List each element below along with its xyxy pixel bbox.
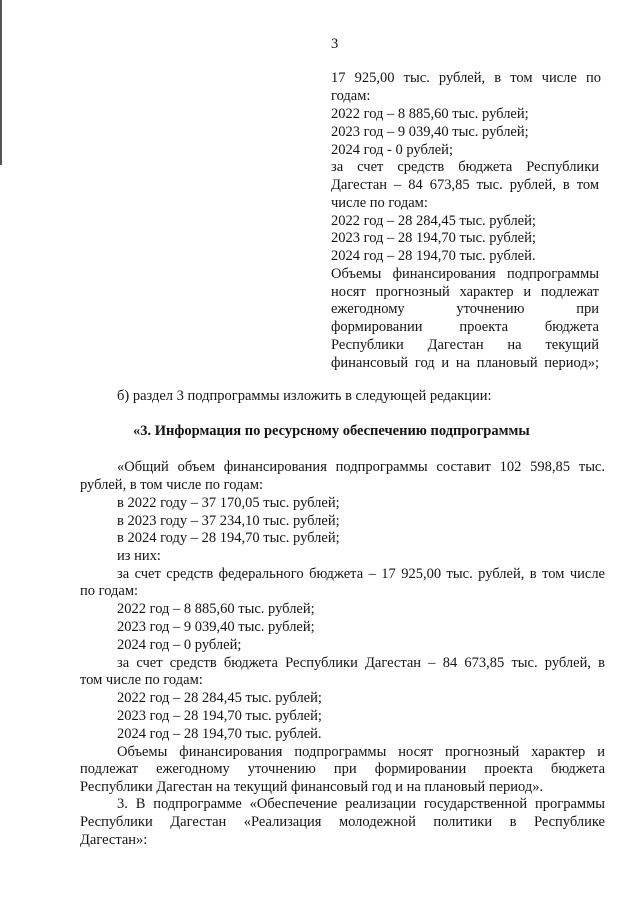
text-line: числе по годам:: [331, 195, 428, 211]
text-line: 2023 год – 9 039,40 тыс. рублей;: [117, 619, 315, 635]
text-line: Республики Дагестан «Реализация молодежной политики в Республике: [80, 814, 605, 830]
text-line: 2023 год – 28 194,70 тыс. рублей;: [117, 708, 322, 724]
text-line: 3. В подпрограмме «Обеспечение реализации государственной программы: [117, 796, 605, 812]
text-line: в 2023 году – 37 234,10 тыс. рублей;: [117, 513, 340, 529]
text-line: за счет средств бюджета Республики: [331, 159, 599, 175]
instruction-b: б) раздел 3 подпрограммы изложить в следующей редакции:: [117, 388, 492, 404]
text-line: рублей, в том числе по годам:: [80, 477, 264, 493]
text-line: «Общий объем финансирования подпрограммы составит 102 598,85 тыс.: [117, 459, 605, 475]
text-line: 2022 год – 28 284,45 тыс. рублей;: [331, 213, 536, 229]
text-line: том числе по годам:: [80, 672, 203, 688]
text-line: 2024 год – 28 194,70 тыс. рублей.: [117, 726, 322, 742]
text-line: 2024 год – 0 рублей;: [117, 637, 242, 653]
text-line: 2024 год – 28 194,70 тыс. рублей.: [331, 248, 536, 264]
text-line: в 2024 году – 28 194,70 тыс. рублей;: [117, 530, 340, 546]
scan-margin-mark: [0, 0, 2, 165]
text-line: формировании проекта бюджета: [331, 319, 599, 335]
text-line: в 2022 году – 37 170,05 тыс. рублей;: [117, 495, 340, 511]
text-line: 2024 год - 0 рублей;: [331, 142, 453, 158]
text-line: 17 925,00 тыс. рублей, в том числе по: [331, 70, 601, 86]
text-line: 2023 год – 28 194,70 тыс. рублей;: [331, 230, 536, 246]
text-line: из них:: [117, 548, 161, 564]
text-line: финансовый год и на плановый период»;: [331, 355, 599, 371]
text-line: за счет средств федерального бюджета – 17 925,00 тыс. рублей, в том числе: [117, 566, 605, 582]
text-line: по годам:: [80, 583, 139, 599]
text-line: 2022 год – 8 885,60 тыс. рублей;: [331, 106, 529, 122]
text-line: годам:: [331, 88, 371, 104]
text-line: носят прогнозный характер и подлежат: [331, 284, 599, 300]
text-line: Объемы финансирования подпрограммы носят прогнозный характер и: [117, 744, 605, 760]
text-line: Дагестан»:: [80, 832, 148, 848]
text-line: 2022 год – 28 284,45 тыс. рублей;: [117, 690, 322, 706]
text-line: Объемы финансирования подпрограммы: [331, 266, 599, 282]
text-line: Республики Дагестан на текущий: [331, 337, 599, 353]
text-line: 2023 год – 9 039,40 тыс. рублей;: [331, 124, 529, 140]
page-number: 3: [331, 36, 339, 52]
text-line: ежегодному уточнению при: [331, 301, 599, 317]
text-line: за счет средств бюджета Республики Дагестан – 84 673,85 тыс. рублей, в: [117, 655, 605, 671]
text-line: Дагестан – 84 673,85 тыс. рублей, в том: [331, 177, 599, 193]
text-line: подлежат ежегодному уточнению при формировании проекта бюджета: [80, 761, 605, 777]
text-line: 2022 год – 8 885,60 тыс. рублей;: [117, 601, 315, 617]
section-title: «3. Информация по ресурсному обеспечению подпрограммы: [133, 423, 530, 439]
text-line: Республики Дагестан на текущий финансовый год и на плановый период».: [80, 779, 544, 795]
